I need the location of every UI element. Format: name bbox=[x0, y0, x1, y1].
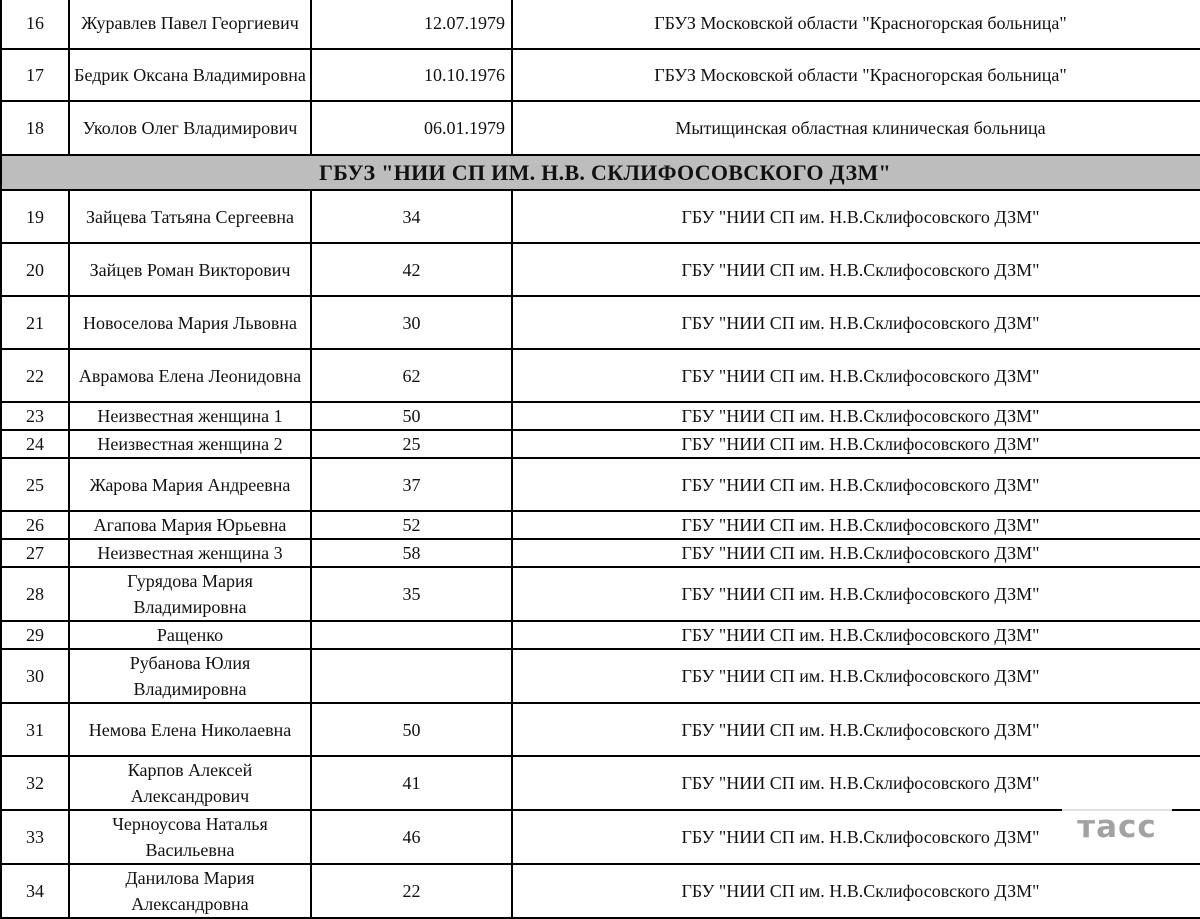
row-number: 22 bbox=[1, 349, 69, 402]
table-row bbox=[1, 243, 1200, 296]
person-age bbox=[311, 649, 512, 703]
person-name: Агапова Мария Юрьевна bbox=[69, 511, 311, 539]
hospital-name: ГБУ "НИИ СП им. Н.В.Склифосовского ДЗМ" bbox=[512, 539, 1200, 567]
hospital-name: ГБУ "НИИ СП им. Н.В.Склифосовского ДЗМ" bbox=[512, 296, 1200, 349]
table-row bbox=[1, 0, 1200, 49]
person-name: Рубанова Юлия Владимировна bbox=[69, 649, 311, 703]
person-age: 34 bbox=[311, 190, 512, 243]
table-row bbox=[1, 296, 1200, 349]
row-number: 32 bbox=[1, 756, 69, 810]
table-row bbox=[1, 539, 1200, 567]
person-name: Уколов Олег Владимирович bbox=[69, 101, 311, 155]
person-age: 30 bbox=[311, 296, 512, 349]
person-age: 41 bbox=[311, 756, 512, 810]
person-age: 52 bbox=[311, 511, 512, 539]
person-name: Аврамова Елена Леонидовна bbox=[69, 349, 311, 402]
person-name: Гурядова Мария Владимировна bbox=[69, 567, 311, 621]
table-row bbox=[1, 810, 1200, 864]
row-number: 28 bbox=[1, 567, 69, 621]
person-name: Черноусова Наталья Васильевна bbox=[69, 810, 311, 864]
person-age: 50 bbox=[311, 703, 512, 756]
birth-date: 06.01.1979 bbox=[311, 101, 512, 155]
row-number: 16 bbox=[1, 0, 69, 49]
person-age bbox=[311, 621, 512, 649]
row-number: 24 bbox=[1, 430, 69, 458]
table-row bbox=[1, 430, 1200, 458]
hospital-name: ГБУ "НИИ СП им. Н.В.Склифосовского ДЗМ" bbox=[512, 430, 1200, 458]
table-row bbox=[1, 864, 1200, 918]
table-row bbox=[1, 402, 1200, 430]
person-age: 25 bbox=[311, 430, 512, 458]
person-age: 46 bbox=[311, 810, 512, 864]
table-row bbox=[1, 49, 1200, 101]
birth-date: 10.10.1976 bbox=[311, 49, 512, 101]
person-name: Немова Елена Николаевна bbox=[69, 703, 311, 756]
row-number: 23 bbox=[1, 402, 69, 430]
person-name: Данилова Мария Александровна bbox=[69, 864, 311, 918]
table-row bbox=[1, 349, 1200, 402]
person-name: Карпов Алексей Александрович bbox=[69, 756, 311, 810]
person-name: Неизвестная женщина 1 bbox=[69, 402, 311, 430]
hospital-name: ГБУ "НИИ СП им. Н.В.Склифосовского ДЗМ" bbox=[512, 190, 1200, 243]
table-row bbox=[1, 101, 1200, 155]
person-name: Неизвестная женщина 3 bbox=[69, 539, 311, 567]
section-header-row bbox=[1, 155, 1200, 190]
person-name: Зайцев Роман Викторович bbox=[69, 243, 311, 296]
table-row bbox=[1, 458, 1200, 511]
birth-date: 12.07.1979 bbox=[311, 0, 512, 49]
person-age: 62 bbox=[311, 349, 512, 402]
table-row bbox=[1, 567, 1200, 621]
hospital-name: ГБУ "НИИ СП им. Н.В.Склифосовского ДЗМ" bbox=[512, 243, 1200, 296]
hospital-name: ГБУ "НИИ СП им. Н.В.Склифосовского ДЗМ" bbox=[512, 511, 1200, 539]
person-name: Жарова Мария Андреевна bbox=[69, 458, 311, 511]
hospital-name: ГБУ "НИИ СП им. Н.В.Склифосовского ДЗМ" bbox=[512, 756, 1200, 810]
table-row bbox=[1, 511, 1200, 539]
section-title: ГБУЗ "НИИ СП ИМ. Н.В. СКЛИФОСОВСКОГО ДЗМ" bbox=[1, 155, 1200, 190]
row-number: 18 bbox=[1, 101, 69, 155]
person-age: 58 bbox=[311, 539, 512, 567]
hospital-name: ГБУ "НИИ СП им. Н.В.Склифосовского ДЗМ" bbox=[512, 703, 1200, 756]
hospital-name: ГБУ "НИИ СП им. Н.В.Склифосовского ДЗМ" bbox=[512, 649, 1200, 703]
hospital-name: ГБУ "НИИ СП им. Н.В.Склифосовского ДЗМ" bbox=[512, 349, 1200, 402]
person-age: 37 bbox=[311, 458, 512, 511]
person-name: Новоселова Мария Львовна bbox=[69, 296, 311, 349]
hospital-name: Мытищинская областная клиническая больница bbox=[512, 101, 1200, 155]
person-name: Зайцева Татьяна Сергеевна bbox=[69, 190, 311, 243]
row-number: 33 bbox=[1, 810, 69, 864]
row-number: 21 bbox=[1, 296, 69, 349]
person-name: Журавлев Павел Георгиевич bbox=[69, 0, 311, 49]
row-number: 29 bbox=[1, 621, 69, 649]
hospital-name: ГБУ "НИИ СП им. Н.В.Склифосовского ДЗМ" bbox=[512, 402, 1200, 430]
row-number: 31 bbox=[1, 703, 69, 756]
row-number: 25 bbox=[1, 458, 69, 511]
tass-watermark-logo: тасс bbox=[1062, 792, 1172, 862]
person-age: 35 bbox=[311, 567, 512, 621]
person-age: 22 bbox=[311, 864, 512, 918]
row-number: 34 bbox=[1, 864, 69, 918]
person-name: Ращенко bbox=[69, 621, 311, 649]
row-number: 26 bbox=[1, 511, 69, 539]
hospital-name: ГБУ "НИИ СП им. Н.В.Склифосовского ДЗМ" bbox=[512, 810, 1200, 864]
table-row bbox=[1, 756, 1200, 810]
person-age: 50 bbox=[311, 402, 512, 430]
hospital-name: ГБУЗ Московской области "Красногорская больница" bbox=[512, 49, 1200, 101]
table-row bbox=[1, 621, 1200, 649]
table-row bbox=[1, 703, 1200, 756]
row-number: 20 bbox=[1, 243, 69, 296]
hospital-name: ГБУ "НИИ СП им. Н.В.Склифосовского ДЗМ" bbox=[512, 567, 1200, 621]
person-name: Неизвестная женщина 2 bbox=[69, 430, 311, 458]
row-number: 17 bbox=[1, 49, 69, 101]
hospital-name: ГБУЗ Московской области "Красногорская больница" bbox=[512, 0, 1200, 49]
table-row bbox=[1, 649, 1200, 703]
table-row bbox=[1, 190, 1200, 243]
row-number: 27 bbox=[1, 539, 69, 567]
hospital-name: ГБУ "НИИ СП им. Н.В.Склифосовского ДЗМ" bbox=[512, 864, 1200, 918]
row-number: 30 bbox=[1, 649, 69, 703]
hospital-name: ГБУ "НИИ СП им. Н.В.Склифосовского ДЗМ" bbox=[512, 458, 1200, 511]
row-number: 19 bbox=[1, 190, 69, 243]
person-age: 42 bbox=[311, 243, 512, 296]
person-name: Бедрик Оксана Владимировна bbox=[69, 49, 311, 101]
hospital-name: ГБУ "НИИ СП им. Н.В.Склифосовского ДЗМ" bbox=[512, 621, 1200, 649]
